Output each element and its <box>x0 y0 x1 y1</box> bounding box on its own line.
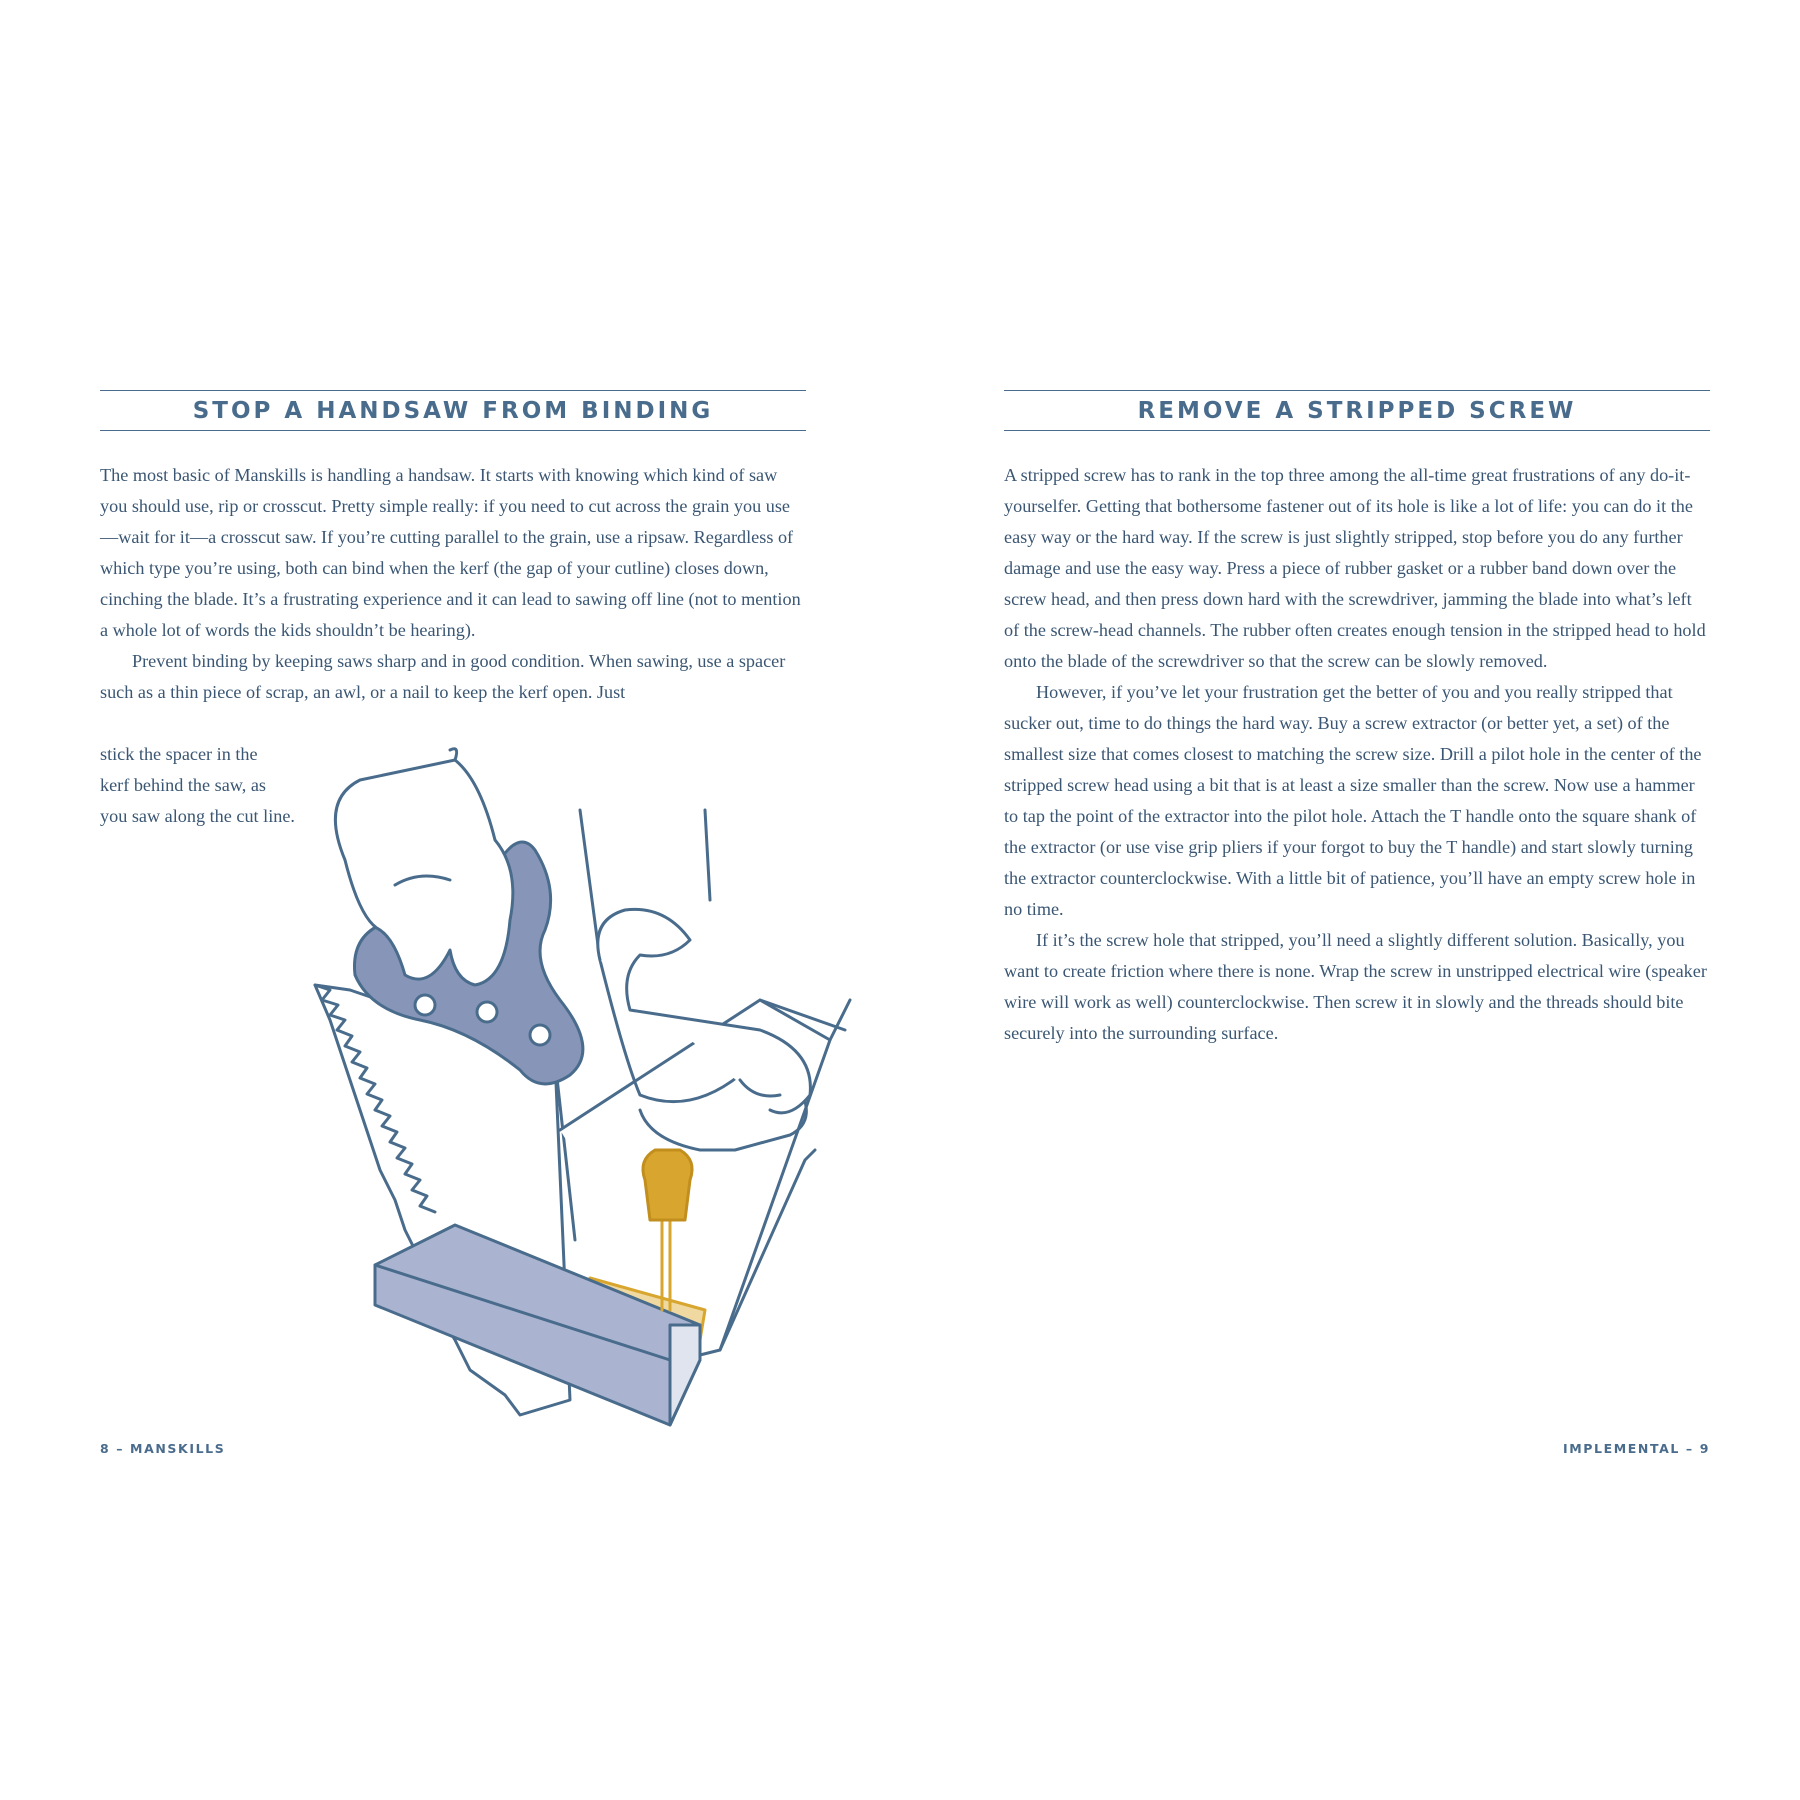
right-body-text <box>1004 460 1710 1049</box>
heading-rule-top <box>100 390 806 391</box>
left-paragraph-2: Prevent binding by keeping saws sharp and in good condition. When sawing, use a spacer such as a thin piece of scrap, an awl, or a nail to keep the kerf open. Just <box>100 651 786 702</box>
right-paragraph-3: If it’s the screw hole that stripped, you’ll need a slightly different solution. Basically, you want to create friction where there is none. Wrap the screw in unstripped electrical wire (speaker wire will work as well) counterclockwise. Then screw it in slowly and the threads should bite securely into the surrounding surface. <box>1004 930 1707 1043</box>
right-page <box>1004 0 1710 1800</box>
wrap-line: kerf behind the saw, as <box>100 775 266 795</box>
left-paragraph-2-wrap <box>100 739 330 832</box>
heading-rule-top <box>1004 390 1710 391</box>
left-paragraph-1: The most basic of Manskills is handling a handsaw. It starts with knowing which kind of saw you should use, rip or crosscut. Pretty simple really: if you need to cut across the grain you use—wait for it—a crosscut saw. If you’re cutting parallel to the grain, use a ripsaw. Regardless of which type you’re using, both can bind when the kerf (the gap of your cutline) closes down, cinching the blade. It’s a frustrating experience and it can lead to sawing off line (not to mention a whole lot of words the kids shouldn’t be hearing). <box>100 465 801 640</box>
handle-rivet <box>415 995 435 1015</box>
handle-rivet <box>477 1002 497 1022</box>
right-footer: IMPLEMENTAL – 9 <box>1562 1441 1710 1456</box>
handle-rivet <box>530 1025 550 1045</box>
right-paragraph-2: However, if you’ve let your frustration get the better of you and you really stripped that sucker out, time to do things the hard way. Buy a screw extractor (or better yet, a set) of the smallest size that comes closest to matching the screw size. Drill a pilot hole in the center of the stripped screw head using a bit that is at least a size smaller than the screw. Now use a hammer to tap the point of the extractor into the pilot hole. Attach the T handle onto the square shank of the extractor (or use vise grip pliers if your forgot to buy the T handle) and start slowly turning the extractor counterclockwise. With a little bit of patience, you’ll have an empty screw hole in no time. <box>1004 682 1702 919</box>
left-footer: 8 – MANSKILLS <box>100 1441 226 1456</box>
right-paragraph-1: A stripped screw has to rank in the top three among the all-time great frustrations of any do-it-yourselfer. Getting that bothersome fastener out of its hole is like a lot of life: you can do it the easy way or the hard way. If the screw is just slightly stripped, stop before you do any further damage and use the easy way. Press a piece of rubber gasket or a rubber band down over the screw head, and then press down hard with the screwdriver, jamming the blade into what’s left of the screw-head channels. The rubber often creates enough tension in the stripped head to hold onto the blade of the screwdriver so that the screw can be slowly removed. <box>1004 465 1706 671</box>
heading-rule-bottom <box>100 430 806 431</box>
handsaw-illustration <box>310 745 855 1435</box>
wrap-line: stick the spacer in the <box>100 744 258 764</box>
heading-rule-bottom <box>1004 430 1710 431</box>
awl-handle <box>643 1150 692 1220</box>
wrap-line: you saw along the cut line. <box>100 806 295 826</box>
left-body-text <box>100 460 806 708</box>
left-page-heading: STOP A HANDSAW FROM BINDING <box>192 398 714 424</box>
right-page-heading: REMOVE A STRIPPED SCREW <box>1137 398 1577 424</box>
